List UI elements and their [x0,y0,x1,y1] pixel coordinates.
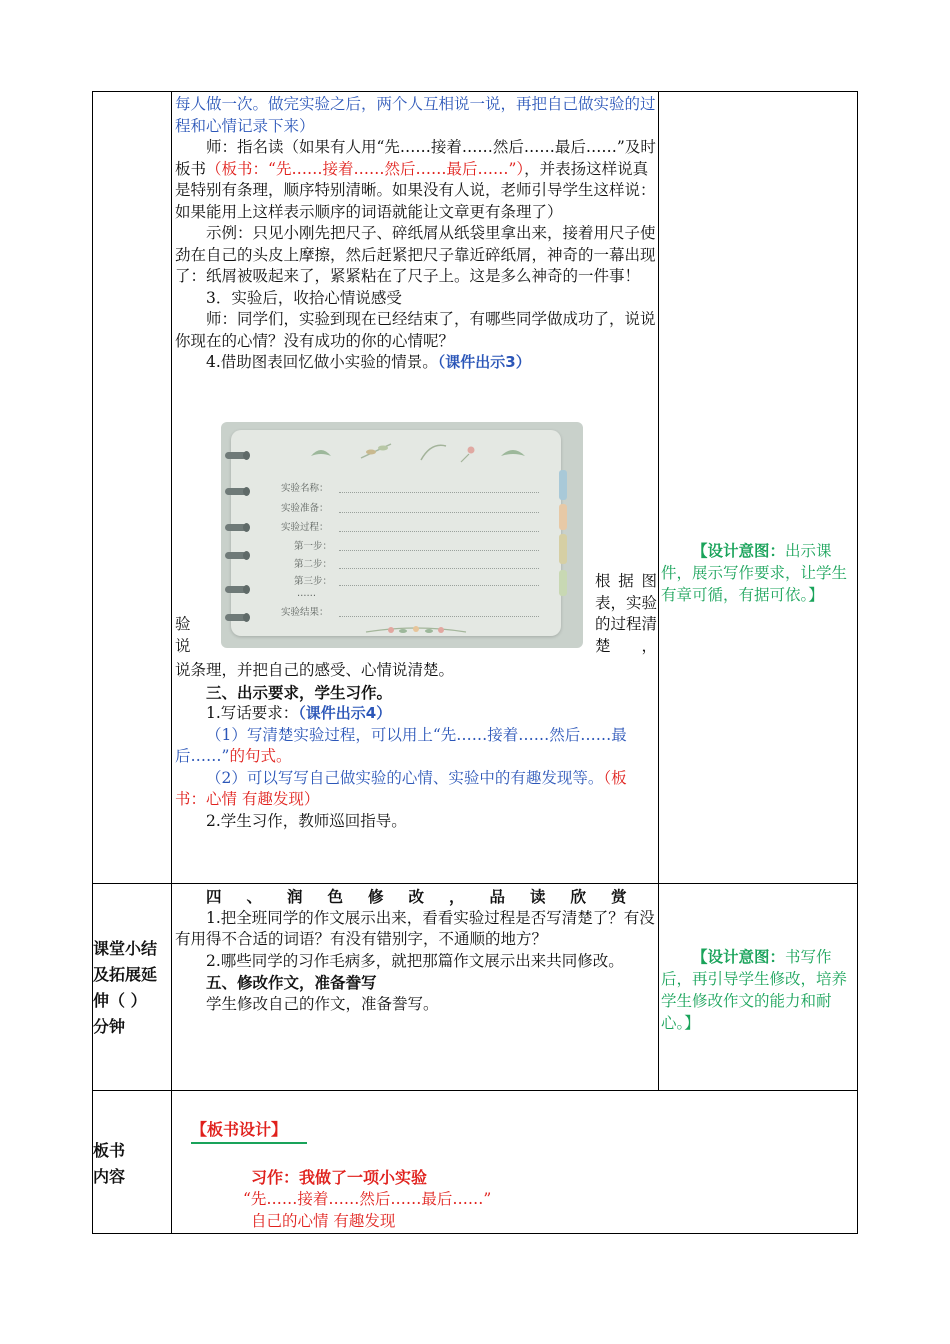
row3-label-line: 内容 [93,1167,126,1186]
row2-paragraph-1: 1.把全班同学的作文展示出来，看看实验过程是否写清楚了？有没有用得不合适的词语？有没有错别字，不通顺的地方？ [175,908,655,948]
flower-border-icon [361,624,471,638]
row1-requirement [175,703,656,725]
experiment-chart-image [221,422,583,648]
binder-ring-icon [225,452,247,459]
chart-field-process: 实验过程： [281,522,329,533]
chart-field-line [339,550,539,551]
section-three-heading: 三、出示要求，学生习作。 [206,682,393,702]
chart-field-line [339,512,539,513]
row1-design-intent-label: 【设计意图： [692,541,786,560]
experiment-chart-card [231,430,561,636]
row2-label-line: 分钟 [93,1017,126,1036]
figure-side-text: 根据图表，实验的过程清楚， [595,572,658,655]
table-divider-notes [658,91,659,1090]
row1-step4-courseware: （课件出示3） [437,353,531,371]
row1-requirement-courseware: （课件出示4） [298,704,392,722]
chart-field-step3: 第三步： [294,576,333,587]
row1-requirement-2 [175,768,656,811]
board-design-underline [191,1142,307,1144]
figure-left-char-1: 验 [175,615,191,633]
row1-p2-board-note: （板书：“先……接着……然后……最后……”） [206,159,525,178]
row1-requirement-1 [175,725,656,768]
row2-label-line: 课堂小结 [93,939,158,958]
table-row-divider-2 [92,1090,858,1091]
row1-paragraph-writing: 2.学生习作，教师巡回指导。 [206,811,407,830]
chart-field-ellipsis: …… [297,588,316,599]
chart-field-step2: 第二步： [294,559,333,570]
chart-field-line [339,492,539,493]
table-border-bottom [92,1233,858,1234]
divider-tab [559,534,567,564]
section-four-heading: 四、润色修改，品读欣赏 [206,887,652,906]
binder-ring-icon [225,488,247,495]
table-border-left [92,91,93,1234]
figure-left-char-2: 说 [175,637,191,655]
chart-field-name: 实验名称： [281,483,329,494]
row1-paragraph-step4 [175,352,656,374]
row1-paragraph-example: 示例：只见小刚先把尺子、碎纸屑从纸袋里拿出来，接着用尺子使劲在自己的头皮上摩擦，然后赶紧把尺子靠近碎纸屑，神奇的一幕出现了：纸屑被吸起来了，紧紧粘在了尺子上。这是多么神奇的一件事！ [175,224,656,285]
row3-label-line: 板书 [93,1141,126,1160]
row1-content-lower [175,660,656,832]
row1-paragraph-1: 每人做一次。做完实验之后，两个人互相说一说，再把自己做实验的过程和心情记录下来） [175,95,656,135]
chart-field-prep: 实验准备： [281,503,329,514]
chart-field-line [339,585,539,586]
binder-ring-icon [225,586,247,593]
row2-content [175,886,656,1015]
chart-field-line [339,568,539,569]
divider-tab [559,570,567,596]
row1-req2-board-note: （板书：心情 有趣发现） [175,768,627,808]
board-line-sequence: “先……接着……然后……最后……” [243,1190,492,1208]
row1-paragraph-summary: 说条理，并把自己的感受、心情说清楚。 [175,661,455,679]
row1-p2-text-a: 师：指名读（如果有人用“先……接着……然后……最后……”及时板书 [175,138,656,178]
row1-req2-text: （2）可以写写自己做实验的心情、实验中的有趣发现等。 [206,768,604,787]
row1-step4-text: 4.借助图表回忆做小实验的情景。 [206,353,438,371]
divider-tab [559,470,567,500]
row1-content [175,94,656,374]
chart-field-step1: 第一步： [294,541,333,552]
chart-field-result: 实验结果： [281,607,329,618]
board-line-title: 习作：我做了一项小实验 [251,1168,428,1187]
table-border-top [92,91,858,92]
binder-ring-icon [225,552,247,559]
row2-design-intent-text: 书写作后，再引导学生修改，培养学生修改作文的能力和耐心。】 [661,948,848,1032]
row2-label [93,936,171,1040]
row2-design-intent-label: 【设计意图： [692,947,786,966]
row2-paragraph-2: 2.哪些同学的习作毛病多，就把那篇作文展示出来共同修改。 [206,951,624,970]
row3-label [93,1138,171,1190]
row1-req1-red: 的句式。 [229,747,292,765]
row1-p2-text-b: ，并表扬这样说真是特别有条理，顺序特别清晰。如果没有人说，老师引导学生这样说：如果能用上这样表示顺序的词语就能让文章更有条理了） [175,159,656,221]
table-divider-label [171,91,172,1234]
row1-design-intent [661,540,855,606]
row1-requirement-text: 1.写话要求： [206,704,299,722]
section-five-heading: 五、修改作文，准备誊写 [206,973,377,992]
chart-field-line [339,531,539,532]
board-line-feelings: 自己的心情 有趣发现 [251,1212,396,1230]
leaf-decoration-icon [301,436,531,466]
table-border-right [857,91,858,1234]
row2-label-line: 及拓展延 [93,965,158,984]
board-design-title: 【板书设计】 [191,1120,288,1139]
row1-req1-text: （1）写清楚实验过程，可以用上“先……接着……然后……最后……” [175,725,627,765]
binder-ring-icon [225,524,247,531]
row2-design-intent [661,946,855,1034]
row1-paragraph-2 [175,137,656,223]
binder-ring-icon [225,614,247,621]
chart-field-line [339,616,539,617]
row1-paragraph-step3: 3．实验后，收拾心情说感受 [206,288,402,307]
divider-tab [559,504,567,530]
row1-paragraph-teacher: 师：同学们，实验到现在已经结束了，有哪些同学做成功了，说说你现在的心情？没有成功的你的心情呢？ [175,310,656,350]
row2-label-line: 伸（ ） [93,991,147,1010]
row1-design-intent-text: 出示课件，展示写作要求，让学生有章可循，有据可依。】 [661,542,848,604]
row2-paragraph-3: 学生修改自己的作文，准备誊写。 [206,994,439,1013]
table-row-divider-1 [92,883,858,884]
